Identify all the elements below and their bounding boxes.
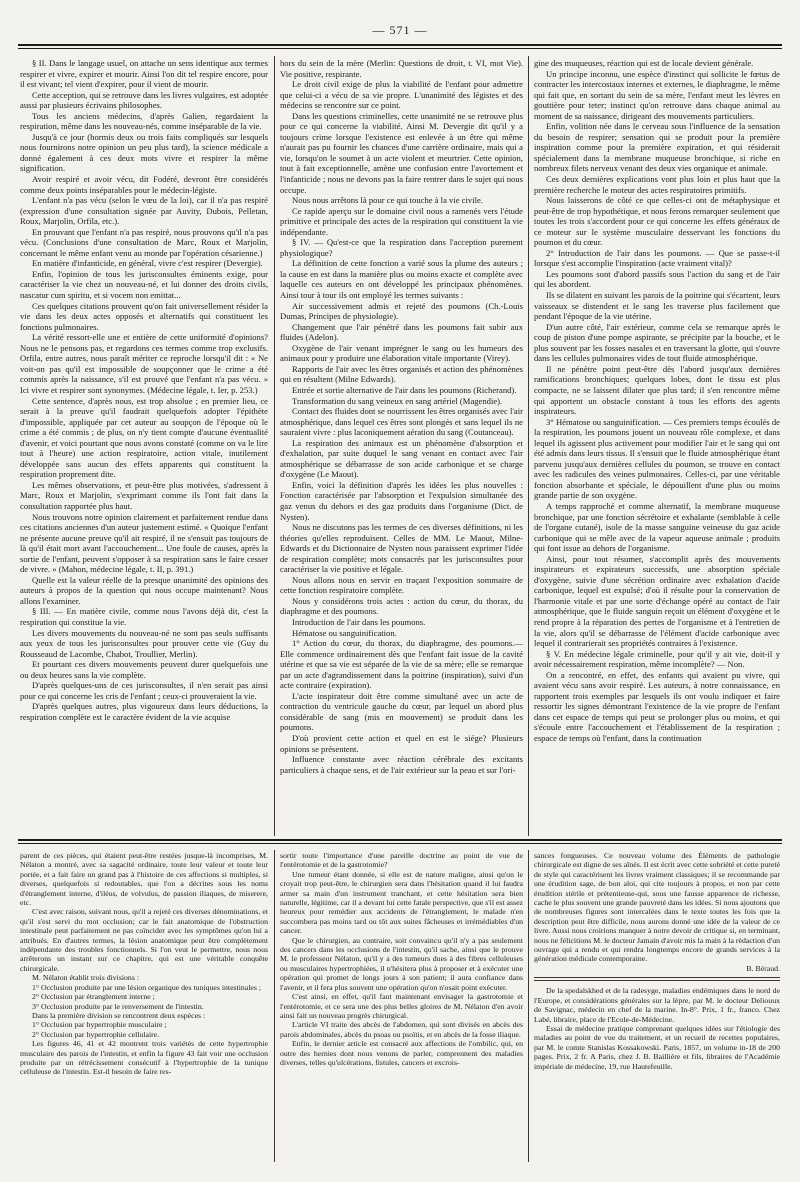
- paragraph: hors du sein de la mère (Merlin: Questions de droit, t. VI, mot Vie). Vie positive, respirante.: [280, 58, 523, 79]
- header-rule-thin: [18, 48, 782, 49]
- paragraph: § V. En médecine légale criminelle, pour qu'il y ait vie, doit-il y avoir nécessairement respiration, même incomplète? — Non.: [534, 648, 780, 670]
- column-divider: [528, 850, 529, 1162]
- paragraph: Enfin, voici la définition d'après les idées les plus nouvelles : Fonction caractérisée par l'absorption et l'expulsion simultanée des gaz venus du dehors et des gaz produits dans l'organisme (Dict. de Nysten).: [280, 479, 523, 522]
- paragraph: Quelle est la valeur réelle de la presque unanimité des opinions des auteurs à propos de la question qui nous occupe maintenant? Nous allons l'examiner.: [20, 574, 268, 606]
- book-notice: Essai de médecine pratique comprenant quelques idées sur l'étiologie des maladies au point de vue du traitement, et un recueil de recettes populaires, par M. le comte Stanislas Kossakowski. Paris, 1857, un volume in-18 de 200 pages. Prix, 2 fr. A Paris, chez J. B. Baillière et fils, libraires de l'Académie impériale de médecine, 19, rue Hautefeuille.: [534, 1023, 780, 1071]
- paragraph: L'enfant n'a pas vécu (selon le vœu de la loi), car il n'a pas respiré (expression d'une consultation signée par Auvity, Dubois, Pelletan, Roux, Marjolin, Orfila, etc.).: [20, 195, 268, 227]
- paragraph: Ces deux dernières explications vont plus loin et plus haut que la première recherche le moteur des actes respiratoires primitifs.: [534, 174, 780, 195]
- paragraph: Nous y considérons trois actes : action du cœur, du thorax, du diaphragme et des poumons.: [280, 595, 523, 617]
- column-divider: [274, 850, 275, 1162]
- paragraph: D'après quelques autres, plus vigoureux dans leurs déductions, la respiration complète est le caractère évident de la vie acquise: [20, 701, 268, 722]
- section-rule: [18, 839, 782, 841]
- bottom-column-2: [280, 851, 523, 1169]
- column-1: [20, 58, 268, 838]
- paragraph: En prouvant que l'enfant n'a pas respiré, nous prouvons qu'il n'a pas vécu. (Conclusions d'une consultation de Marc, Roux et Marjolin, concernant le même enfant venu au monde par l'opération césarienne.): [20, 226, 268, 258]
- paragraph: C'est avec raison, suivant nous, qu'il a rejeté ces diverses dénominations, et qu'il s'est servi du mot occlusion; car le fait anatomique de l'obstruction intestinale peut parfaitement ne pas coïncider avec les symptômes qu'on lui a attribués. En d'autres termes, la lésion anatomique peut être complètement indépendante des troubles fonctionnels. Si l'on veut le permettre, nous nous arrêterons un instant sur ce chapitre, qui est une véritable conquête chirurgicale.: [20, 907, 268, 973]
- paragraph: 2° Occlusion par étranglement interne ;: [32, 992, 155, 1002]
- paragraph: M. Nélaton établit trois divisions :: [32, 973, 139, 983]
- paragraph: Hématose ou sanguinification.: [292, 627, 397, 638]
- paragraph: La respiration des animaux est un phénomène d'absorption et d'exhalation, par suite duquel le sang venant en contact avec l'air atmosphérique se débarrasse de son acide carbonique et se charge d'oxygène (Le Maout).: [280, 437, 523, 480]
- paragraph: Nous ne discutons pas les termes de ces diverses définitions, ni les théories qu'elles reproduisent. Celles de MM. Le Maout, Milne-Edwards et du Dictionnaire de Nysten nous paraissent exprimer l'idée de respiration complète; mots consacrés par les jurisconsultes pour caractériser la vie positive et légale.: [280, 522, 523, 575]
- review-paragraph: sances fongueuses. Ce nouveau volume des Éléments de pathologie chirurgicale est digne de ses aînés. Il est écrit avec cette sobriété et cette pureté de style qui caractérisent les livres vraiment classiques; il se recommande par une érudition sage, de bon aloi, qui cite toujours à propos, et non par cette érudition stérile et prétentieuse-qui, sous une fausse apparence de richesse, cache le plus souvent une grande pauvreté dans les idées. Si nous ajoutons que de nombreuses figures sont intercalées dans le texte toutes les fois que la description peut être difficile, nous aurons donné une idée de la valeur de ce livre. Aussi nous croirions manquer à notre devoir de critique si, en terminant, nous ne félicitions M. le docteur Jamain d'avoir mis la main à la rédaction d'un ouvrage qui a rendu et qui rendra longtemps encore de grands services à la génération médicale contemporaine.: [534, 851, 780, 964]
- column-2: [280, 58, 523, 838]
- paragraph: gine des muqueuses, réaction qui est de locale devient générale.: [534, 58, 754, 68]
- section-rule-thin: [18, 843, 782, 844]
- paragraph: Avoir respiré et avoir vécu, dit Fodéré, devront être considérés comme deux points inséparables pour le médecin-légiste.: [20, 174, 268, 195]
- paragraph: Dans la première division se rencontrent deux espèces :: [32, 1010, 206, 1020]
- paragraph: Enfin, volition née dans le cerveau sous l'influence de la sensation du besoin de respirer; sensation qui se produit pour la première inspiration comme pour la première expiration, et qui résiderait spécialement dans la membrane muqueuse bronchique, si riche en nombreux filets nerveux venant des deux vies organique et animale.: [534, 121, 780, 174]
- paragraph: C'est ainsi, en effet, qu'il faut maintenant envisager la gastrotomie et l'entérotomie, et ce sera une des plus belles gloires de M. Nélaton d'en avoir ainsi fait un nouveau progrès chirurgical.: [280, 992, 523, 1020]
- book-notice: De la spedalskhed et de la radesyge, maladies endémiques dans le nord de l'Europe, et considérations générales sur la lèpre, par M. le docteur Deliouux de Savignac, médecin en chef de la marine. In-8°. Prix, 1 fr., franco. Chez Labé, libraire, place de l'Ecole-de-Médecine.: [534, 986, 780, 1024]
- paragraph: On a rencontré, en effet, des enfants qui avaient pu vivre, qui avaient vécu sans avoir respiré. Les auteurs, à notre connaissance, en rapportent trois exemples par lesquels ils ont voulu indiquer et faire ressortir les signes démontrant l'existence de la vie propre de l'enfant dans cet espace de temps qui peut se prolonger plus ou moins, et qui s'écoule entre l'accouchement et l'établissement de la respiration ; espace de temps où l'enfant, dans la continuation: [534, 669, 780, 743]
- section-rule: [534, 977, 780, 981]
- column-divider: [528, 56, 529, 836]
- paragraph: Cette acception, qui se retrouve dans les livres vulgaires, est adoptée aussi par plusieurs écrivains philosophes.: [20, 89, 268, 111]
- paragraph: Enfin, le dernier article est consacré aux affections de l'ombilic, qui, en outre des hernies dont nous venons de parler, comprennent des maladies diverses, telles qu'ulcérations, fistules, cancers et excrois-: [280, 1039, 523, 1067]
- paragraph: Oxygène de l'air venant imprégner le sang ou les humeurs des animaux pour y produire une élaboration vitale importante (Virey).: [280, 342, 523, 364]
- paragraph: D'après quelques-uns de ces jurisconsultes, il n'en serait pas ainsi pour ce qui concerne les cris de l'enfant ; ceux-ci prouveraient la vie.: [20, 680, 268, 701]
- paragraph: Transformation du sang veineux en sang artériel (Magendie).: [292, 395, 503, 406]
- paragraph: sortir toute l'importance d'une pareille doctrine au point de vue de l'entérotomie et de la gastrotomie?: [280, 851, 523, 870]
- paragraph: parent de ces pièces, qui étaient peut-être restées jusque-là incomprises, M. Nélaton a montré, avec sa sagacité ordinaire, toute leur valeur et toute leur portée, et a fait faire un grand pas à l'histoire de ces affections si multiples, si diverses, quelquefois si redoutables, que l'on a décrites sous les noms d'étranglement interne, d'iléus, de volvulus, de passion iliaques, de miserere, etc.: [20, 851, 268, 908]
- paragraph: D'où provient cette action et quel en est le siége? Plusieurs opinions se présentent.: [280, 733, 523, 754]
- paragraph: Et pourtant ces divers mouvements peuvent durer quelquefois une ou deux heures sans la vie complète.: [20, 659, 268, 680]
- paragraph: Changement que l'air pénétré dans les poumons fait subir aux fluides (Adelon).: [280, 321, 523, 343]
- paragraph: 2° Introduction de l'air dans les poumons. — Que se passe-t-il lorsque s'est accomplie l'inspiration (acte vraiment vital)?: [534, 247, 780, 269]
- paragraph: Nous trouvons notre opinion clairement et parfaitement rendue dans ces citations anciennes d'un auteur justement estimé. « Quoique l'enfant ne présente aucune preuve qu'il ait respiré, il ne s'ensuit pas toujours de là qu'il était mort avant l'accouchement... Une foule de causes, après la sortie de l'enfant, peuvent s'opposer à sa respiration sans le faire cesser de vivre. » (Mahon, médecine légale, t. II, p. 391.): [20, 511, 268, 575]
- paragraph: Introduction de l'air dans les poumons.: [292, 616, 426, 627]
- paragraph: Ce rapide aperçu sur le domaine civil nous a ramenés vers l'étude primitive et principale des actes de la respiration qui constituent la vie indépendante.: [280, 205, 523, 237]
- paragraph: Cette sentence, d'après nous, est trop absolue ; en premier lieu, ce serait à la preuve qu'il faudrait quelquefois adopter l'épithète d'impossible, appliquée par cet auteur au soupçon de l'époque où le crime a été commis ; de plus, on n'y tient compte d'aucune éventualité d'avenir, et voici pourtant que nous avons constaté (comme on va le lire tout à l'heure) une action respiratoire, action vitale, inutilement développée sans aucun des effets apparents qui constituent la respiration proprement dite.: [20, 395, 268, 480]
- paragraph: 2° Occlusion par hypertrophie cellulaire.: [32, 1029, 160, 1039]
- paragraph: Les poumons sont d'abord passifs sous l'action du sang et de l'air qui les abordent.: [534, 268, 780, 290]
- paragraph: L'article VI traite des abcès de l'abdomen, qui sont divisés en abcès des parois abdominales, abcès du psoas ou psoïtis, et en abcès de la fosse iliaque.: [280, 1020, 523, 1039]
- paragraph: Que le chirurgien, au contraire, soit convaincu qu'il n'y a pas seulement des cancers dans les occlusions de l'intestin, qu'il sache, ainsi que le prouve M. le professeur Nélaton, qu'il y a des tumeurs dues à des fibres celluleuses ou musculaires hypertrophiées, il n'hésitera plus à proposer et à exécuter une opération qui promet de longs jours à son patient; il aura confiance dans l'avenir, et il fera plus souvent une opération qu'on n'osait point exécuter.: [280, 935, 523, 992]
- paragraph: Une tumeur étant donnée, si elle est de nature maligne, ainsi qu'on le croyait trop peut-être, le chirurgien sera dans l'hésitation quand il lui faudra armer sa main d'un instrument tranchant, et cette hésitation sera bien naturelle, légitime, car il a devant lui cette fatale perspective, que s'il est assez heureux pour remédier aux accidents de l'étranglement, le malade n'en succombera pas moins tard ou tôt aux suites fâcheuses et irrémédiables d'un cancer.: [280, 869, 523, 936]
- paragraph: La définition de cette fonction a varié sous la plume des auteurs ; la cause en est dans la manière plus ou moins exacte et complète avec laquelle ces auteurs en ont développé les principaux phénomènes. Ainsi tour à tour ils ont employé les termes suivants :: [280, 258, 523, 301]
- paragraph: Il ne pénètre point peut-être dès l'abord jusqu'aux dernières ramifications bronchiques; quelques lobes, dont le tissu est plus compacte, ne se laissent dilater que plus tard; il s'en rencontre même qui apportent un obstacle constant à tous les efforts des agents inspirateurs.: [534, 363, 780, 417]
- paragraph: § II. Dans le langage usuel, on attache un sens identique aux termes respirer et vivre, expirer et mourir. Ainsi l'on dit tel respire encore, pour il est vivant; tel vient d'expirer, pour il vient de mourir.: [20, 58, 268, 90]
- paragraph: Nous nous arrêtons là pour ce qui touche à la vie civile.: [292, 195, 483, 206]
- paragraph: Les figures 46, 41 et 42 montrent trois variétés de cette hypertrophie musculaire des parois de l'intestin, et enfin la figure 43 fait voir une occlusion produite par un rétrécissement consécutif à l'hypertrophie de la tunique celluleuse de l'intestin. Est-il besoin de faire res-: [20, 1039, 268, 1077]
- paragraph: En matière d'infanticide, en général, vivre c'est respirer (Devergie).: [32, 258, 263, 269]
- paragraph: L'acte inspirateur doit être comme simultané avec un acte de contraction du ventricule gauche du cœur, par lequel un abord plus considérable de sang (mis en mouvement) se produit dans les poumons.: [280, 690, 523, 733]
- paragraph: Le droit civil exige de plus la viabilité de l'enfant pour admettre que celui-ci a vécu de sa vie propre. L'unanimité des légistes et des médecins se rencontre sur ce point.: [280, 79, 523, 111]
- paragraph: 1° Occlusion par hypertrophie musculaire ;: [32, 1020, 167, 1030]
- paragraph: Dans les questions criminelles, cette unanimité ne se retrouve plus pour ce qui concerne la viabilité. Ainsi M. Devergie dit qu'il y a toujours crime lorsque l'existence est enlevée à un être qui même n'aurait pas pu fournir les chances d'une carrière ordinaire, mais qui a vie, lorsqu'on le soumet à un acte violent et meurtrier. Cette opinion, tout à fait exceptionnelle, amène une confusion entre l'avortement et l'infanticide ; nous ne devons pas la faire rentrer dans le sujet qui nous occupe.: [280, 110, 523, 195]
- paragraph: La vérité ressort-elle une et entière de cette uniformité d'opinions? Nous ne le pensons pas, et regardons ces termes comme trop exclusifs. Orfila, entre autres, nous paraît mériter ce reproche lorsqu'il dit : « Ne voit-on pas qu'il est impossible de soupçonner que le crime a été commis après la naissance, s'il est prouvé que l'enfant n'a pas vécu. » Ici vivre et respirer sont synonymes. (Médecine légale, t. Ier, p. 253.): [20, 332, 268, 395]
- paragraph: Les divers mouvements du nouveau-né ne sont pas seuls suffisants aux yeux de tous les jurisconsultes pour prouver cette vie (Guy du Rousseaud de Lacombe, Chabot, Troullier, Merlin).: [20, 627, 268, 659]
- paragraph: 3° Hématose ou sanguinification. — Ces premiers temps écoulés de la respiration, les poumons jouent un nouveau rôle complexe, et dans lequel ils agissent plus activement pour modifier l'air et le sang qui ont été admis dans leurs tissus. Il s'ensuit que le fluide atmosphérique étant parvenu jusqu'aux dernières cellules du poumon, se trouve en contact avec les radicules des veines pulmonaires. Celles-ci, par une véritable fonction absorbante et spéciale, le dépouillent d'une plus ou moins grande partie de son oxygène.: [534, 416, 780, 501]
- paragraph: Rapports de l'air avec les êtres organisés et action des phénomènes qui en résultent (Milne Edwards).: [280, 363, 523, 385]
- paragraph: Influence constante avec réaction cérébrale des excitants particuliers à chaque sens, et de l'air extérieur sur la peau et sur l'ori-: [280, 754, 523, 775]
- paragraph: A temps rapproché et comme alternatif, la membrane muqueuse bronchique, par une fonction sécrétoire et exhalante (semblable à celle de l'organe cutané), isole de la masse sanguine veineuse du gaz acide carbonique qui se mêle avec de la vapeur aqueuse animale ; produits qui font issue au dehors de l'organisme.: [534, 500, 780, 554]
- paragraph: Nous allons nous en servir en traçant l'exposition sommaire de cette fonction respiratoire complète.: [280, 574, 523, 596]
- paragraph: Nous laisserons de côté ce que celles-ci ont de métaphysique et peut-être de trop hypothétique, et nous ferons remarquer seulement que toutes les trois s'accordent pour ce qui concerne les effets généraux de ce moteur sur le système musculaire desservant les fonctions du poumon et du cœur.: [534, 195, 780, 248]
- paragraph: 1° Action du cœur, du thorax, du diaphragme, des poumons.— Elle commence ordinairement dès que l'enfant fait issue de la cavité utérine et que sa vie est séparée de la vie de sa mère; elle se remarque par un acte d'agrandissement dans la poitrine (inspiration), suivi d'un acte contraire (expiration).: [280, 638, 523, 691]
- bottom-column-1: [20, 851, 268, 1169]
- column-3: [534, 58, 780, 838]
- paragraph: D'un autre côté, l'air extérieur, comme cela se remarque après le coup de piston d'une pompe aspirante, se précipite par la bouche, et le plus souvent par les fosses nasales et en traversant la glotte, qui s'ouvre dans les cellules pulmonaires vides de tout fluide atmosphérique.: [534, 321, 780, 364]
- paragraph: Contact des fluides dont se nourrissent les êtres organisés avec l'air atmosphérique, dans lequel ces êtres sont plongés et sans lequel ils ne sauraient vivre : plus laconiquement aération du sang (Coutanceau).: [280, 406, 523, 438]
- page-number: — 571 —: [372, 23, 428, 37]
- paragraph: § IV. — Qu'est-ce que la respiration dans l'acception purement physiologique?: [280, 237, 523, 258]
- paragraph: Enfin, l'opinion de tous les jurisconsultes éminents exige, pour caractériser la vie chez un nouveau-né, et lui donner des droits civils, nascatur cum spiritu, et si vocem non emittat...: [20, 268, 268, 301]
- paragraph: § III. — En matière civile, comme nous l'avons déjà dit, c'est la respiration qui constitue la vie.: [20, 606, 268, 627]
- paragraph: Ces quelques citations prouvent qu'on fait universellement résider la vie dans les deux actes opposés et alternatifs qui constituent les fonctions pulmonaires.: [20, 300, 268, 332]
- paragraph: 3° Occlusion produite par le renversement de l'intestin.: [32, 1001, 204, 1011]
- paragraph: Tous les anciens médecins, d'après Galien, regardaient la respiration, même dans les nouveau-nés, comme inséparable de la vie.: [20, 110, 268, 132]
- paragraph: Jusqu'à ce jour (hormis deux ou trois faits compliqués sur lesquels nous fournirons notre opinion un peu plus tard), la science médicale a donné également à ces deux mots vivre et respirer la même signification.: [20, 131, 268, 174]
- header-rule: [18, 44, 782, 46]
- paragraph: 1° Occlusion produite par une lésion organique des tuniques intestinales ;: [32, 982, 262, 992]
- paragraph: Les mêmes observations, et peut-être plus motivées, s'adressent à Marc, Roux et Marjolin, s'exprimant comme ils l'ont fait dans la consultation rapportée plus haut.: [20, 479, 268, 511]
- paragraph: Air successivement admis et rejeté des poumons (Ch.-Louis Dumas, Principes de physiologie).: [280, 300, 523, 322]
- paragraph: Ils se dilatent en suivant les parois de la poitrine qui s'écartent, leurs vaisseaux se distendent et le sang les traverse plus facilement que pendant l'époque de la vie utérine.: [534, 290, 780, 322]
- paragraph: Entrée et sortie alternative de l'air dans les poumons (Richerand).: [292, 384, 517, 395]
- column-divider: [274, 56, 275, 836]
- bottom-column-3: [534, 851, 780, 1169]
- review-signature: B. Béraud.: [746, 963, 780, 973]
- paragraph: Un principe inconnu, une espèce d'instinct qui sollicite le fœtus de contracter les intercostaux internes et externes, le diaphragme, le même qui fait que, en sortant du sein de sa mère, l'enfant meut les lèvres en gouttière pour teter; instinct qu'on retrouve dans chaque animal au moment de sa naissance, dirigeant des mouvements particuliers.: [534, 68, 780, 121]
- paragraph: Ainsi, pour tout résumer, s'accomplit après des mouvements inspirateurs et expirateurs successifs, une absorption spéciale d'oxygène, suivie d'une sécrétion ordinaire avec exhalation d'acide carbonique, lequel est expulsé; d'où il résulte pour la conservation de l'harmonie vitale et par une sorte d'échange opéré au contact de l'air atmosphérique, que le fluide sanguin reçoit un élément d'oxygène et le rend propre à la réparation des pertes de l'organisme et à l'entretien de la vie, alors qu'il se débarrasse de l'élément d'acide carbonique avec lequel il contrarierait ses propriétés contraires à l'existence.: [534, 553, 780, 649]
